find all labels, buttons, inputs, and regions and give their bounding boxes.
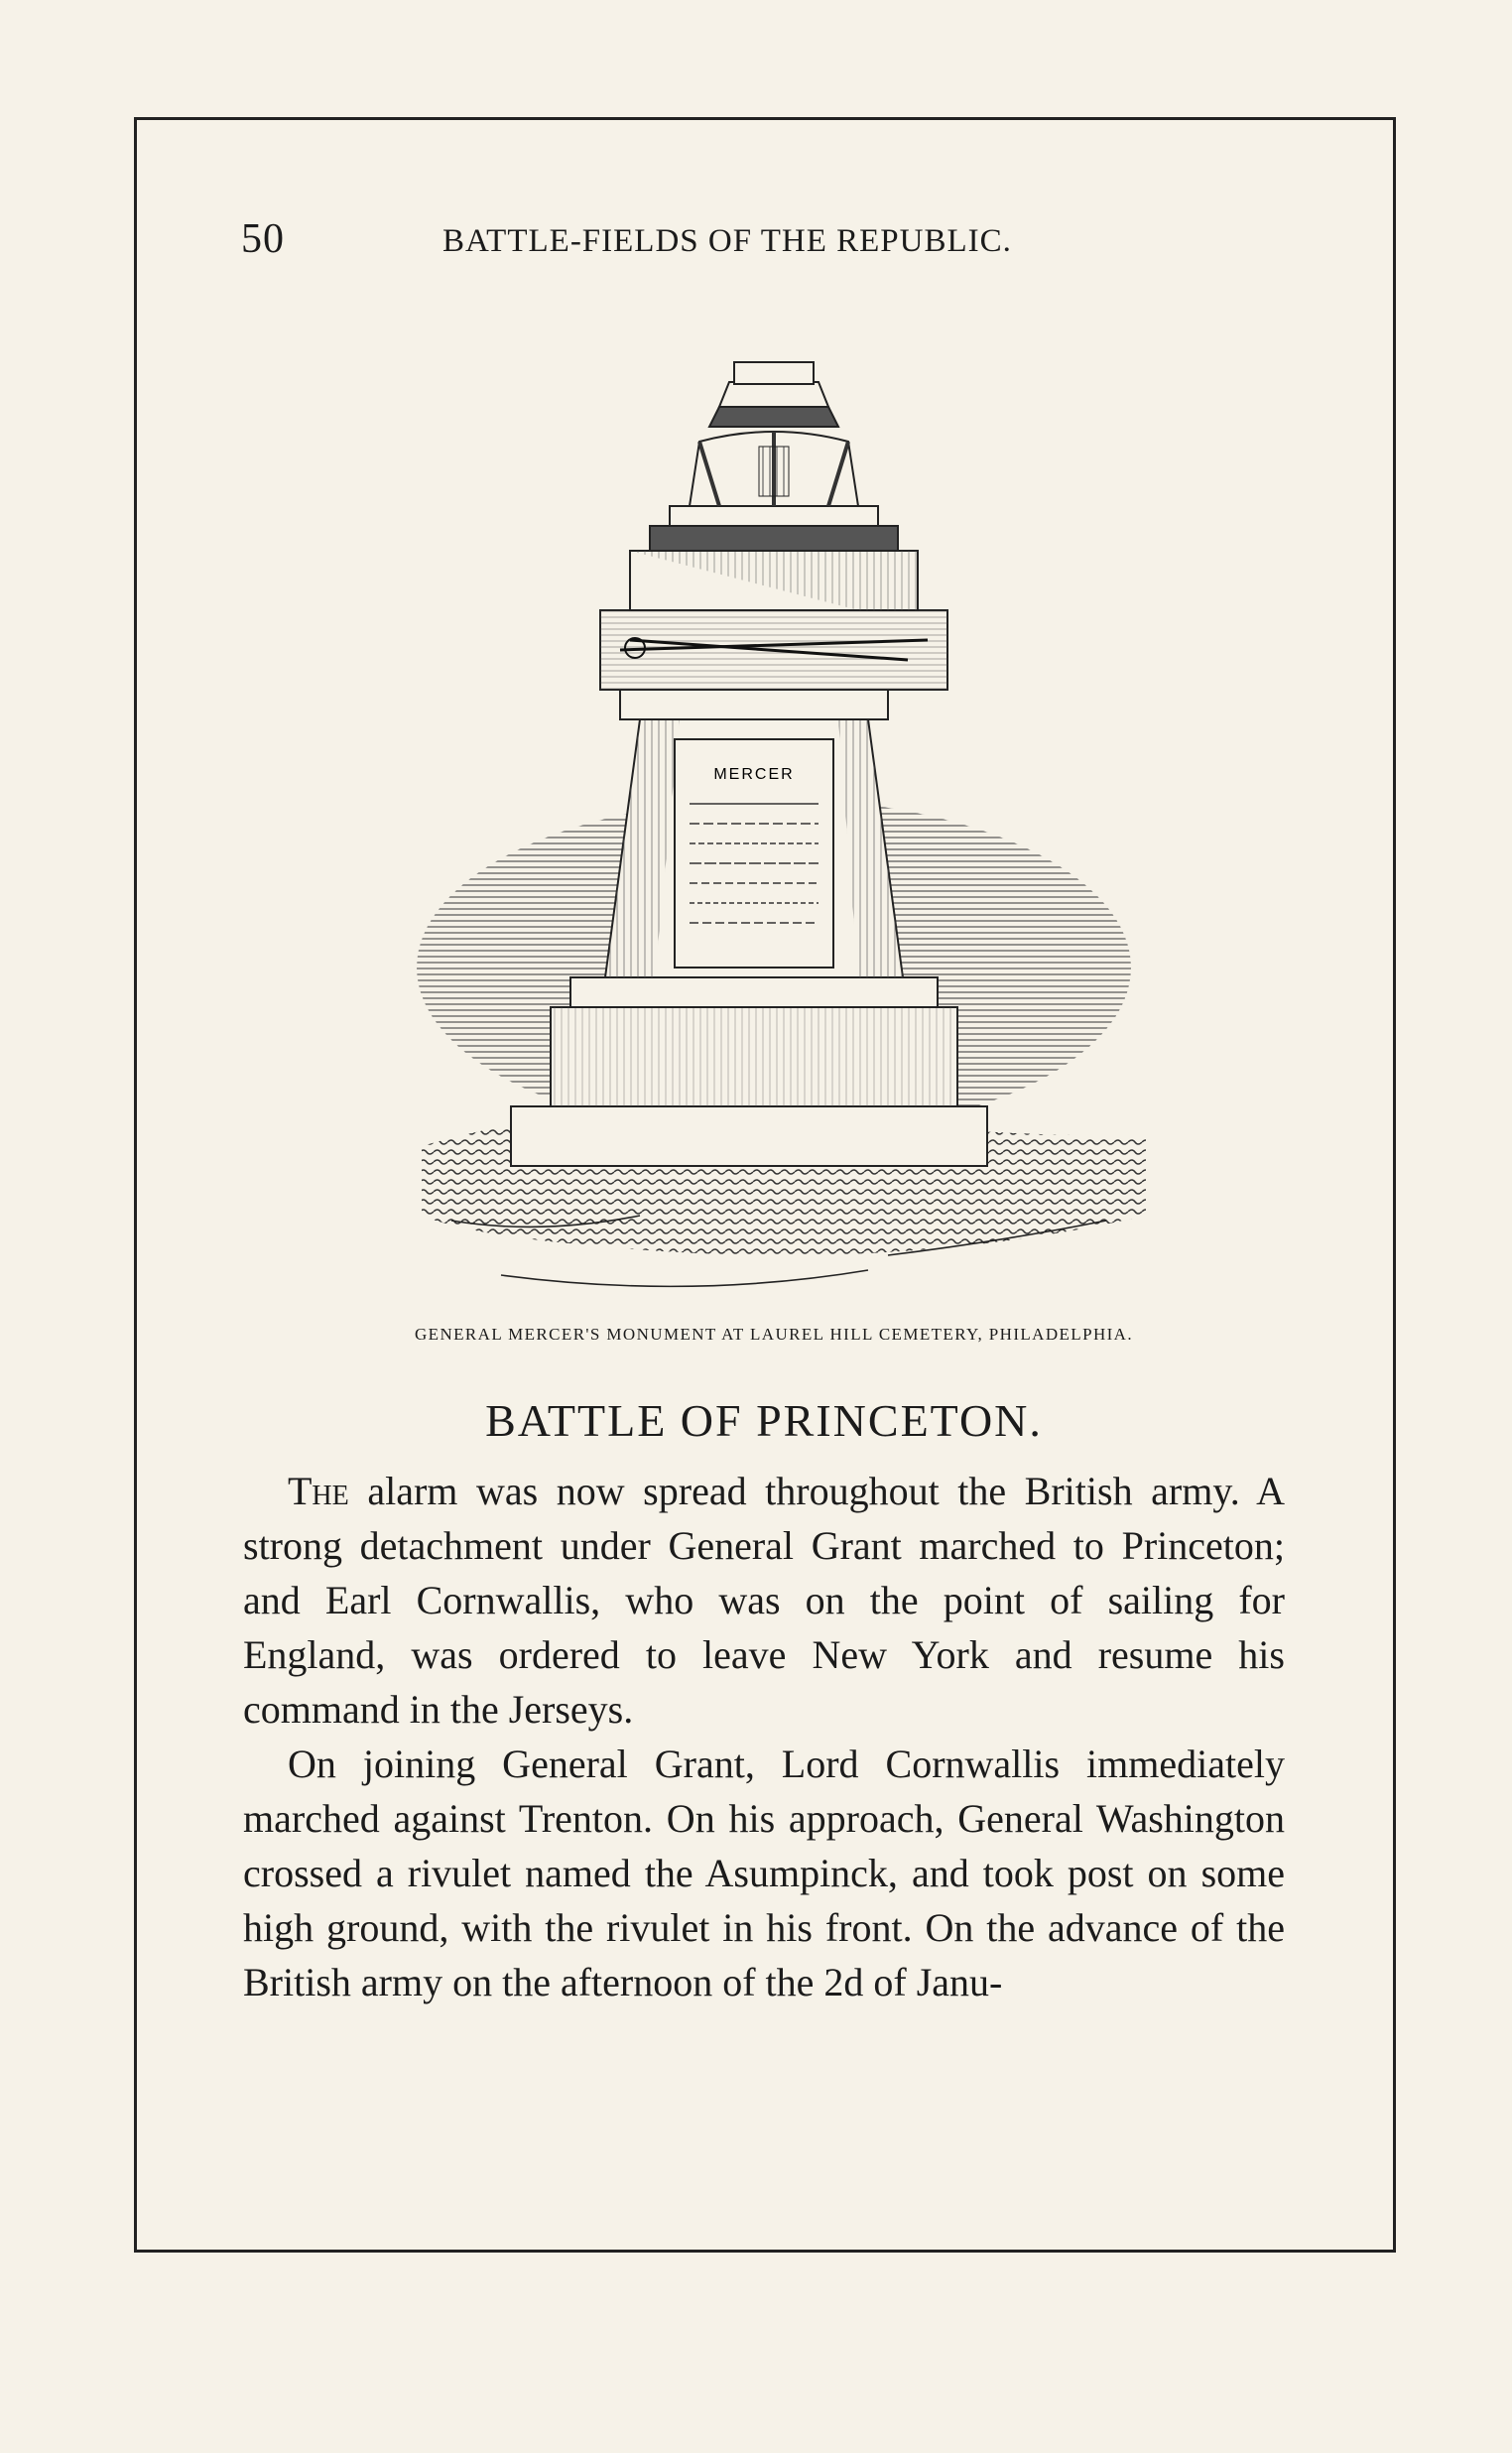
paragraph-1-rest: alarm was now spread throughout the British army. A strong detachment under General Grant marched to Princeton; and Earl Cornwallis, who was on the point of sailing for England, was ordered to leave New York and resume his command in the Jerseys. <box>243 1469 1285 1732</box>
illustration-caption: GENERAL MERCER'S MONUMENT AT LAUREL HILL CEMETERY, PHILADELPHIA. <box>414 1325 1134 1344</box>
section-heading: BATTLE OF PRINCETON. <box>485 1395 1043 1446</box>
monument-engraving <box>392 323 1161 1305</box>
body-text <box>243 1464 1285 2009</box>
page-number: 50 <box>241 216 285 262</box>
paragraph-1 <box>243 1464 1285 1737</box>
paragraph-1-lead: The <box>288 1469 349 1513</box>
inscription-text: MERCER <box>713 766 795 783</box>
running-title: BATTLE-FIELDS OF THE REPUBLIC. <box>442 223 1012 259</box>
paragraph-2: On joining General Grant, Lord Cornwallis immediately marched against Trenton. On his approach, General Washington crossed a rivulet named the Asumpinck, and took post on some high ground, with the rivulet in his front. On the advance of the British army on the afternoon of the 2d of Janu- <box>243 1742 1285 2004</box>
